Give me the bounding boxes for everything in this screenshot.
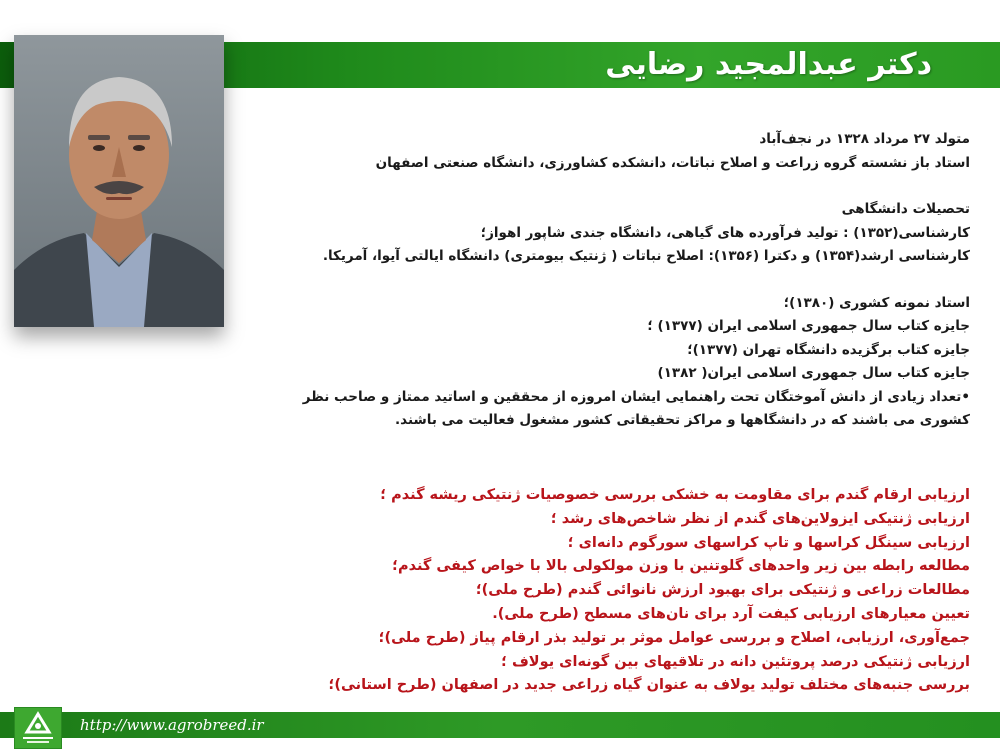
page-title: دکتر عبدالمجید رضایی [605,47,932,82]
students-note-cont: کشوری می باشند که در دانشگاهها و مراکز تحقیقاتی کشور مشغول فعالیت می باشند. [395,412,970,428]
award-tehran-1377: جایزه کتاب برگزیده دانشگاه تهران (۱۳۷۷)؛ [687,341,970,358]
project-item: مطالعه رابطه بین زیر واحدهای گلوتنین با وزن مولکولی بالا با خواص کیفی گندم؛ [392,558,970,575]
portrait-photo [14,35,224,327]
students-note: •تعداد زیادی از دانش آموختگان تحت راهنمایی ایشان امروزه از محققین و اساتید ممتاز و صاحب نظر [302,388,970,405]
project-item: مطالعات زراعی و ژنتیکی برای بهبود ارزش نانوائی گندم (طرح ملی)؛ [475,582,970,599]
education-msc-phd: کارشناسی ارشد(۱۳۵۴) و دکترا (۱۳۵۶): اصلاح نباتات ( ژنتیک بیومتری) دانشگاه ایالتی آیوا، آمریکا. [322,248,970,264]
education-heading: تحصیلات دانشگاهی [841,201,970,217]
agrobreed-logo-icon [14,707,62,749]
projects-list [230,484,970,698]
project-item: ارزیابی ژنتیکی ایزولاین‌های گندم از نظر شاخص‌های رشد ؛ [550,510,970,527]
spacer [260,269,970,292]
spacer [260,175,970,198]
project-item: تعیین معیارهای ارزیابی کیفت آرد برای نان‌های مسطح (طرح ملی). [492,605,970,622]
award-book-1382: جایزه کتاب سال جمهوری اسلامی ایران( ۱۳۸۲) [657,365,970,381]
bio-birth: متولد ۲۷ مرداد ۱۳۲۸ در نجف‌آباد [759,131,970,147]
biography [260,128,970,433]
project-item: ارزیابی ژنتیکی درصد پروتئین دانه در تلاقیهای بین گونه‌ای یولاف ؛ [501,653,970,670]
project-item: ارزیابی سینگل کراسها و تاپ کراسهای سورگوم دانه‌ای ؛ [567,534,970,551]
project-item: ارزیابی ارقام گندم برای مقاومت به خشکی بررسی خصوصیات ژنتیکی ریشه گندم ؛ [380,487,970,503]
portrait-illustration [14,35,224,327]
project-item: بررسی جنبه‌های مختلف تولید یولاف به عنوان گیاه زراعی جدید در اصفهان (طرح استانی)؛ [328,677,970,694]
education-bsc: کارشناسی(۱۳۵۲) : تولید فرآورده های گیاهی، دانشگاه جندی شاپور اهواز؛ [480,224,970,241]
award-professor: استاد نمونه کشوری (۱۳۸۰)؛ [783,294,970,311]
bio-position: استاد باز نشسته گروه زراعت و اصلاح نباتات، دانشکده کشاورزی، دانشگاه صنعتی اصفهان [375,154,970,171]
website-link[interactable]: http://www.agrobreed.ir [80,716,264,734]
award-book-1377: جایزه کتاب سال جمهوری اسلامی ایران (۱۳۷۷) ؛ [647,318,970,334]
project-item: جمع‌آوری، ارزیابی، اصلاح و بررسی عوامل موثر بر تولید بذر ارقام پیاز (طرح ملی)؛ [378,629,970,646]
logo-mark [15,708,61,748]
